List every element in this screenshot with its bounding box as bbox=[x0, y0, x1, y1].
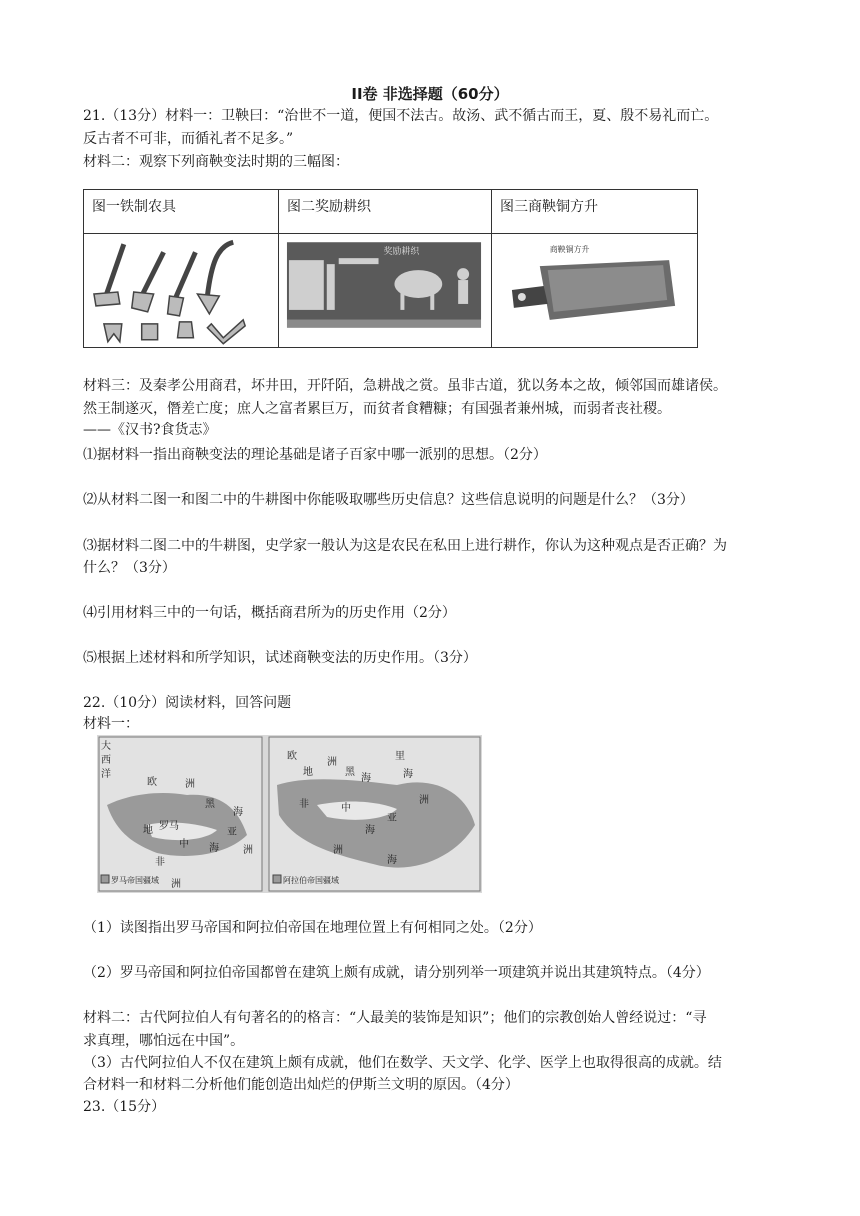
map-right-label-11: 海 bbox=[365, 825, 375, 836]
map-right-label-5: 海 bbox=[361, 773, 371, 784]
map-right-label-4: 黑 bbox=[345, 767, 355, 778]
map-left-label-10: 中 bbox=[179, 839, 189, 850]
map-left-label-11: 海 bbox=[209, 843, 219, 854]
q21-question5: ⑸根据上述材料和所学知识，试述商鞅变法的历史作用。（3分） bbox=[83, 650, 477, 666]
map-right-legend: 阿拉伯帝国疆域 bbox=[283, 876, 339, 885]
map-right-label-6: 里 bbox=[395, 751, 405, 762]
figure2-image bbox=[279, 234, 492, 348]
figure3-image bbox=[492, 234, 698, 348]
figure3-caption: 图三商鞅铜方升 bbox=[492, 190, 698, 234]
q22-material1-label: 材料一： bbox=[83, 716, 139, 732]
map-left-label-13: 洲 bbox=[243, 845, 253, 856]
map-right-label-14: 海 bbox=[387, 855, 397, 866]
map-left-label-8: 地 bbox=[143, 825, 153, 836]
q23-heading: 23.（15分） bbox=[83, 1099, 166, 1115]
q22-intro: 22.（10分）阅读材料，回答问题 bbox=[83, 695, 292, 711]
q21-material2-intro: 材料二：观察下列商鞅变法时期的三幅图： bbox=[83, 154, 349, 170]
map-left-legend: 罗马帝国疆域 bbox=[111, 876, 159, 885]
figure2-caption: 图二奖励耕织 bbox=[279, 190, 492, 234]
map-left-label-5: 洲 bbox=[185, 779, 195, 790]
map-left-label-1: 大 bbox=[101, 741, 111, 752]
map-left-label-7: 海 bbox=[233, 807, 243, 818]
ox-plowing-relief-icon bbox=[279, 234, 491, 347]
map-right-label-2: 地 bbox=[303, 767, 313, 778]
map-left-label-6: 黑 bbox=[205, 799, 215, 810]
map-right-label-8: 非 bbox=[299, 799, 309, 810]
map-left-label-2: 西 bbox=[101, 755, 111, 766]
bronze-square-measure-icon bbox=[492, 234, 697, 347]
map-right-label-12: 洲 bbox=[419, 795, 429, 806]
map-right-label-3: 洲 bbox=[327, 757, 337, 768]
arab-empire-map bbox=[269, 737, 480, 891]
map-left-label-9: 罗马 bbox=[159, 821, 179, 832]
map-right-label-13: 洲 bbox=[333, 845, 343, 856]
q21-question2: ⑵从材料二图一和图二中的牛耕图中你能吸取哪些历史信息？这些信息说明的问题是什么？（3分） bbox=[83, 492, 694, 508]
q22-question2: （2）罗马帝国和阿拉伯帝国都曾在建筑上颇有成就，请分别列举一项建筑并说出其建筑特点。（4分） bbox=[83, 965, 710, 981]
map-right-label-7: 海 bbox=[403, 769, 413, 780]
map-left-label-4: 欧 bbox=[147, 777, 157, 788]
q21-material3-source: ——《汉书?食货志》 bbox=[83, 422, 217, 438]
q22-material2-line2: 求真理，哪怕远在中国”。 bbox=[83, 1033, 245, 1049]
figures-table bbox=[83, 189, 698, 348]
figure1-image bbox=[84, 234, 279, 348]
q22-material2-line1: 材料二：古代阿拉伯人有句著名的的格言：“人最美的装饰是知识”；他们的宗教创始人曾经说过：“寻 bbox=[83, 1010, 707, 1026]
map-left-label-15: 洲 bbox=[171, 879, 181, 890]
q21-material1-line1: 21.（13分）材料一：卫鞅曰：“治世不一道，便国不法古。故汤、武不循古而王，夏、殷不易礼而亡。 bbox=[83, 108, 719, 124]
map-left-label-14: 非 bbox=[155, 857, 165, 868]
map-right-label-10: 亚 bbox=[387, 813, 397, 824]
map-left-label-12: 亚 bbox=[227, 827, 237, 838]
q21-material3-line2: 然王制遂灭，僭差亡度；庶人之富者累巨万，而贫者食糟糠；有国强者兼州城，而弱者丧社稷。 bbox=[83, 401, 671, 417]
q22-question3-line1: （3）古代阿拉伯人不仅在建筑上颇有成就，他们在数学、天文学、化学、医学上也取得很高的成就。结 bbox=[83, 1055, 722, 1071]
iron-farm-tools-icon bbox=[84, 234, 278, 347]
empire-maps-image bbox=[97, 735, 482, 893]
q21-question4: ⑷引用材料三中的一句话，概括商君所为的历史作用（2分） bbox=[83, 605, 456, 621]
map-right-label-1: 欧 bbox=[287, 751, 297, 762]
q21-question3-line1: ⑶据材料二图二中的牛耕图，史学家一般认为这是农民在私田上进行耕作，你认为这种观点是否正确？为 bbox=[83, 538, 727, 554]
figure2-inner-label: 奖励耕织 bbox=[383, 247, 420, 258]
q21-material1-line2: 反古者不可非，而循礼者不足多。” bbox=[83, 131, 294, 147]
figure1-caption: 图一铁制农具 bbox=[84, 190, 279, 234]
figure3-inner-label: 商鞅铜方升 bbox=[549, 245, 590, 255]
section-title: II卷 非选择题（60分） bbox=[351, 85, 509, 103]
map-right-label-9: 中 bbox=[341, 803, 351, 814]
q21-question1: ⑴据材料一指出商鞅变法的理论基础是诸子百家中哪一派别的思想。（2分） bbox=[83, 447, 547, 463]
q21-question3-line2: 什么？（3分） bbox=[83, 560, 176, 576]
q21-material3-line1: 材料三：及秦孝公用商君，坏井田，开阡陌，急耕战之赏。虽非古道，犹以务本之故，倾邻国而雄诸侯。 bbox=[83, 378, 727, 394]
map-left-label-3: 洋 bbox=[101, 769, 111, 780]
roman-empire-map bbox=[99, 737, 262, 891]
q22-question3-line2: 合材料一和材料二分析他们能创造出灿烂的伊斯兰文明的原因。（4分） bbox=[83, 1077, 519, 1093]
q22-question1: （1）读图指出罗马帝国和阿拉伯帝国在地理位置上有何相同之处。（2分） bbox=[83, 920, 542, 936]
